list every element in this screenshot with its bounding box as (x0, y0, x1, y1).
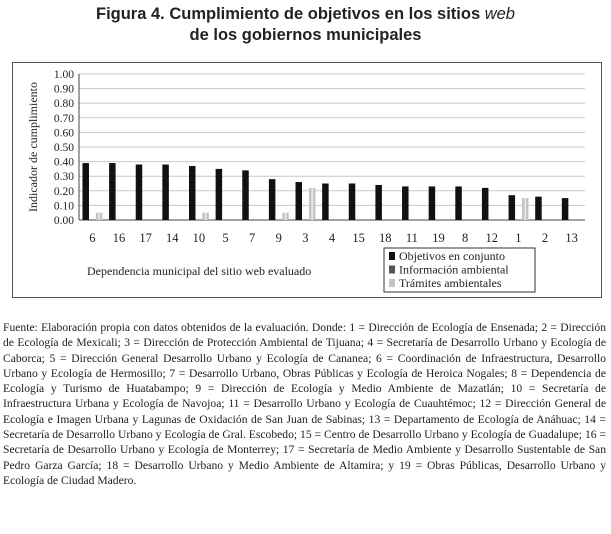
y-tick-label: 0.40 (53, 156, 74, 169)
y-axis-label: Indicador de cumplimiento (26, 82, 40, 212)
x-tick-label: 14 (165, 231, 179, 245)
legend-label: Objetivos en conjunto (399, 249, 505, 263)
bar-objetivos-9 (269, 179, 276, 220)
bar-objetivos-8 (455, 186, 462, 220)
y-tick-label: 0.20 (53, 185, 74, 198)
bar-objetivos-15 (349, 184, 356, 221)
title-prefix: Figura 4. Cumplimiento de objetivos en los sitios (95, 5, 485, 23)
bar-objetivos-16 (109, 163, 116, 220)
x-tick-label: 9 (275, 231, 282, 245)
bar-objetivos-14 (162, 165, 169, 220)
bar-objetivos-10 (189, 166, 196, 220)
x-tick-label: 12 (485, 231, 499, 245)
bar-objetivos-7 (242, 170, 249, 220)
bar-objetivos-12 (482, 188, 489, 220)
x-tick-label: 1 (515, 231, 522, 245)
x-tick-label: 4 (328, 231, 336, 245)
y-tick-label: 0.70 (53, 112, 74, 125)
legend-swatch (389, 266, 395, 274)
x-tick-label: 17 (139, 231, 152, 245)
bar-objetivos-5 (216, 169, 223, 220)
x-tick-label: 3 (302, 231, 309, 245)
figure-title (0, 4, 611, 46)
title-italic-word: web (484, 5, 515, 23)
bar-objetivos-6 (82, 163, 89, 220)
bars (82, 163, 568, 220)
x-axis-label: Dependencia municipal del sitio web evaluado (87, 264, 312, 278)
x-tick-label: 16 (112, 231, 126, 245)
y-tick-label: 0.50 (53, 142, 74, 154)
y-tick-label: 1.00 (53, 69, 74, 81)
legend-swatch (389, 279, 395, 287)
y-tick-label: 0.00 (53, 215, 74, 227)
bar-objetivos-18 (375, 185, 382, 220)
source-footnote: Fuente: Elaboración propia con datos obtenidos de la evaluación. Donde: 1 = Dirección de Ecología de Ensenada; 2 = Dirección de Ecología de Mexicali; 3 = Dirección de Protección Ambiental de Tijuana; 4 = Secretaría de Desarrollo Urbano y Ecología de Caborca; 5 = Dirección General Desarrollo Urbano y Ecología de Cananea; 6 = Coordinación de Infraestructura, Desarrollo Urbano y Ecología de Hermosillo; 7 = Desarrollo Urbano, Obras Públicas y Ecología de Heroica Nogales; 8 = Dependencia de Ecología y Turismo de Huatabampo; 9 = Dirección de Ecología y Medio Ambiente de Mazatlán; 10 = Secretaría de Infraestructura Urbana y Ecología de Navojoa; 11 = Desarrollo Urbano y Ecología de Cuauhtémoc; 12 = Dirección General de Ecología e Imagen Urbana y Lagunas de Oxidación de San Juan de Sabinas; 13 = Departamento de Ecología de Anáhuac; 14 = Secretaría de Desarrollo Urbano y Ecología de Gral. Escobedo; 15 = Centro de Desarrollo Urbano y Ecología de Guadalupe; 16 = Secretaría de Desarrollo Urbano y Ecología de Monterrey; 17 = Secretaría de Medio Ambiente y Desarrollo Sustentable de San Pedro Garza García; 18 = Desarrollo Urbano y Medio Ambiente de Altamira; y 19 = Obras Públicas, Desarrollo Urbano y Ecología de Ciudad Madero. (3, 321, 606, 487)
x-tick-label: 13 (565, 231, 578, 245)
legend-label: Información ambiental (399, 262, 509, 277)
bar-objetivos-19 (429, 186, 436, 220)
bar-chart (13, 63, 601, 297)
x-tick-label: 15 (352, 231, 365, 245)
y-tick-label: 0.60 (53, 127, 74, 140)
bar-objetivos-13 (562, 198, 569, 220)
y-tick-label: 0.10 (53, 200, 74, 213)
x-tick-labels (89, 231, 578, 245)
legend (384, 248, 535, 292)
x-tick-label: 8 (462, 231, 469, 245)
x-tick-label: 5 (222, 231, 229, 245)
y-tick-label: 0.90 (53, 83, 74, 96)
bar-objetivos-1 (509, 195, 516, 220)
chart-frame (12, 62, 602, 298)
x-tick-label: 2 (541, 231, 549, 245)
y-tick-label: 0.30 (53, 171, 74, 184)
y-tick-label: 0.80 (53, 98, 74, 111)
x-tick-label: 19 (432, 231, 445, 245)
bar-objetivos-2 (535, 197, 542, 220)
x-tick-label: 7 (248, 231, 256, 245)
figure-title-line-2: de los gobiernos municipales (189, 26, 422, 44)
x-tick-label: 6 (89, 231, 96, 245)
x-tick-label: 18 (379, 231, 392, 245)
x-tick-label: 11 (405, 231, 418, 245)
bar-objetivos-4 (322, 184, 329, 221)
bar-objetivos-17 (136, 165, 143, 220)
legend-swatch (389, 252, 395, 260)
bar-objetivos-11 (402, 186, 409, 220)
y-tick-labels (54, 69, 74, 227)
figure-title-line-1 (0, 4, 611, 25)
legend-label: Trámites ambientales (399, 276, 502, 290)
x-tick-label: 10 (192, 231, 206, 245)
bar-objetivos-3 (296, 182, 303, 220)
